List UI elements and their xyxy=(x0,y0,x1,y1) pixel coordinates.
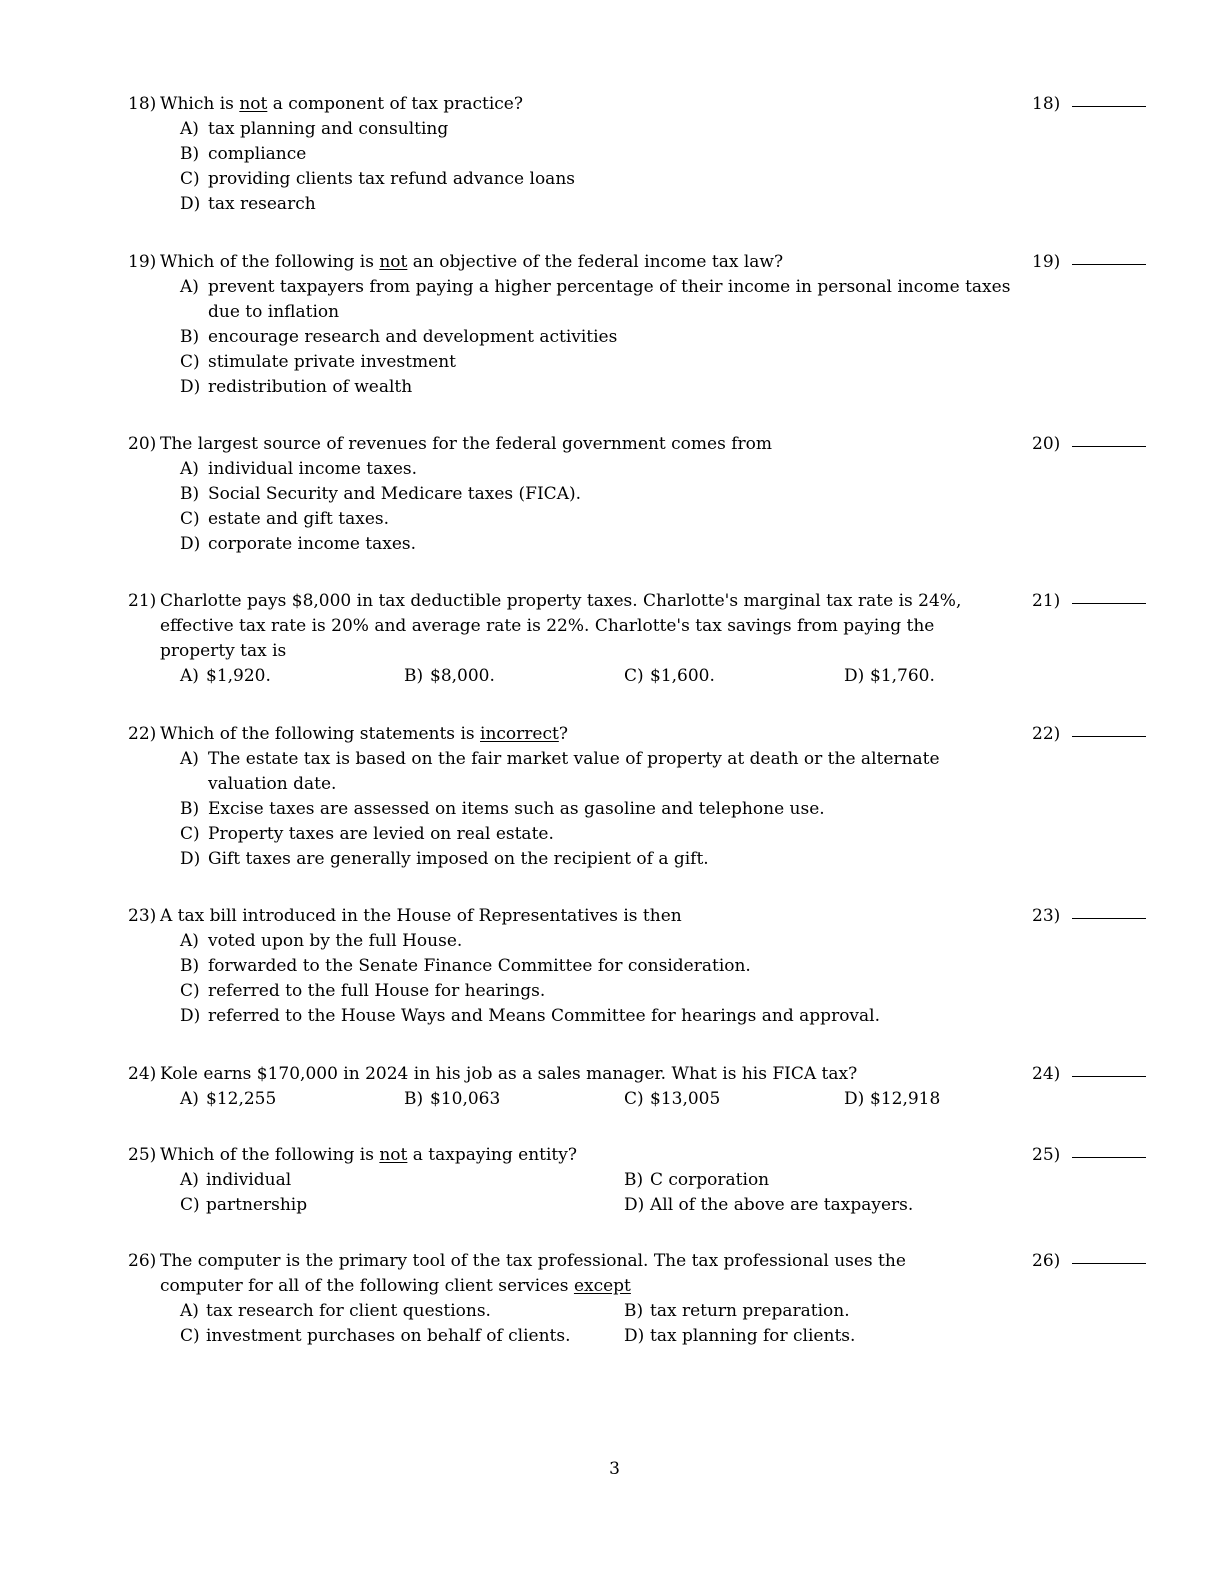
choice-c xyxy=(180,1193,307,1218)
choice-letter: C) xyxy=(180,1195,200,1215)
stem-text: ? xyxy=(558,724,568,744)
choice-text: Excise taxes are assessed on items such as gasoline and telephone use. xyxy=(208,799,825,819)
choices-row xyxy=(128,1299,1188,1324)
choice-letter: D) xyxy=(624,1326,645,1346)
question-number: 26) xyxy=(128,1251,157,1271)
choice-text: compliance xyxy=(208,144,307,164)
choice-letter: B) xyxy=(180,144,200,164)
stem-text: The largest source of revenues for the federal government comes from xyxy=(160,434,772,454)
stem-text: except xyxy=(573,1276,631,1296)
choice-letter: C) xyxy=(180,981,200,1001)
stem-text: Which of the following is xyxy=(160,252,380,272)
choice-a xyxy=(128,747,1020,797)
choice-c xyxy=(128,979,1020,1004)
choices-row xyxy=(128,664,1188,689)
choice-text: redistribution of wealth xyxy=(208,377,413,397)
choice-b xyxy=(128,142,1020,167)
question-number: 19) xyxy=(1032,252,1061,272)
choice-text: $1,600. xyxy=(650,666,715,686)
choice-text: tax research xyxy=(208,194,316,214)
question-number: 22) xyxy=(128,724,157,744)
choice-text: referred to the House Ways and Means Committee for hearings and approval. xyxy=(208,1006,881,1026)
choice-text: forwarded to the Senate Finance Committee for consideration. xyxy=(208,956,751,976)
question-number: 20) xyxy=(1032,434,1061,454)
choice-letter: C) xyxy=(180,509,200,529)
choice-letter: C) xyxy=(624,666,644,686)
choice-text: $1,760. xyxy=(870,666,935,686)
stem-text: Which is xyxy=(160,94,240,114)
question-number: 21) xyxy=(128,591,157,611)
question-stem xyxy=(128,589,990,664)
answer-blank[interactable] xyxy=(1032,589,1146,614)
choice-letter: A) xyxy=(180,459,199,479)
choice-a xyxy=(128,275,1020,325)
choice-text: individual xyxy=(206,1170,292,1190)
choice-letter: D) xyxy=(180,377,201,397)
choice-letter: D) xyxy=(180,849,201,869)
choice-d xyxy=(128,532,1020,557)
choice-text: encourage research and development activities xyxy=(208,327,618,347)
choice-c xyxy=(128,167,1020,192)
stem-text: an objective of the federal income tax law? xyxy=(407,252,784,272)
choice-text: tax research for client questions. xyxy=(206,1301,491,1321)
choice-letter: B) xyxy=(180,327,200,347)
question-stem xyxy=(128,722,990,747)
answer-blank[interactable] xyxy=(1032,432,1146,457)
question-stem xyxy=(128,1062,990,1087)
question-19 xyxy=(128,250,1188,400)
choice-letter: B) xyxy=(404,1089,424,1109)
choice-letter: A) xyxy=(180,666,199,686)
choice-letter: C) xyxy=(180,169,200,189)
question-18 xyxy=(128,92,1188,217)
choice-letter: A) xyxy=(180,931,199,951)
choices-row xyxy=(128,1324,1188,1349)
choice-text: prevent taxpayers from paying a higher percentage of their income in personal income taxes due to inflation xyxy=(208,277,1011,322)
question-22 xyxy=(128,722,1188,872)
stem-text: a component of tax practice? xyxy=(267,94,523,114)
question-stem xyxy=(128,1249,990,1299)
choice-letter: A) xyxy=(180,119,199,139)
choice-b xyxy=(404,1087,500,1112)
choice-d xyxy=(844,664,935,689)
choice-text: $12,255 xyxy=(206,1089,277,1109)
choice-letter: A) xyxy=(180,1170,199,1190)
choice-d xyxy=(128,847,1020,872)
question-number: 23) xyxy=(1032,906,1061,926)
question-number: 18) xyxy=(1032,94,1061,114)
choice-letter: B) xyxy=(180,799,200,819)
choice-a xyxy=(180,1168,291,1193)
question-stem xyxy=(128,1143,990,1168)
choice-text: $8,000. xyxy=(430,666,495,686)
choice-letter: C) xyxy=(180,1326,200,1346)
choice-b xyxy=(128,954,1020,979)
question-number: 22) xyxy=(1032,724,1061,744)
answer-blank[interactable] xyxy=(1032,1062,1146,1087)
choice-text: $1,920. xyxy=(206,666,271,686)
choice-a xyxy=(180,664,271,689)
answer-line[interactable] xyxy=(1072,1249,1146,1264)
choice-letter: D) xyxy=(180,1006,201,1026)
answer-line[interactable] xyxy=(1072,1062,1146,1077)
choice-letter: D) xyxy=(180,194,201,214)
question-number: 26) xyxy=(1032,1251,1061,1271)
question-20 xyxy=(128,432,1188,557)
answer-line[interactable] xyxy=(1072,589,1146,604)
choice-d xyxy=(128,1004,1020,1029)
answer-line[interactable] xyxy=(1072,92,1146,107)
answer-line[interactable] xyxy=(1072,432,1146,447)
choice-c xyxy=(624,664,715,689)
choice-a xyxy=(128,929,1020,954)
choice-text: voted upon by the full House. xyxy=(208,931,463,951)
choice-text: estate and gift taxes. xyxy=(208,509,390,529)
choice-text: All of the above are taxpayers. xyxy=(650,1195,914,1215)
choice-text: Property taxes are levied on real estate. xyxy=(208,824,554,844)
stem-text: a taxpaying entity? xyxy=(407,1145,577,1165)
choice-text: Gift taxes are generally imposed on the recipient of a gift. xyxy=(208,849,709,869)
question-23 xyxy=(128,904,1188,1029)
choice-letter: A) xyxy=(180,277,199,297)
stem-text: not xyxy=(239,94,268,114)
choice-letter: A) xyxy=(180,1089,199,1109)
choice-c xyxy=(180,1324,571,1349)
choice-d xyxy=(844,1087,940,1112)
choices-row xyxy=(128,1087,1188,1112)
question-26 xyxy=(128,1249,1188,1349)
choice-c xyxy=(128,507,1020,532)
choice-text: partnership xyxy=(206,1195,308,1215)
question-number: 25) xyxy=(128,1145,157,1165)
answer-line[interactable] xyxy=(1072,722,1146,737)
choice-letter: C) xyxy=(180,352,200,372)
choice-a xyxy=(180,1299,491,1324)
choice-c xyxy=(128,822,1020,847)
stem-text: not xyxy=(379,252,408,272)
choice-d xyxy=(624,1193,913,1218)
choice-letter: A) xyxy=(180,749,199,769)
choice-text: individual income taxes. xyxy=(208,459,418,479)
question-number: 21) xyxy=(1032,591,1061,611)
answer-blank[interactable] xyxy=(1032,904,1146,929)
choice-letter: D) xyxy=(180,534,201,554)
choice-text: investment purchases on behalf of clients. xyxy=(206,1326,571,1346)
choice-text: tax planning and consulting xyxy=(208,119,449,139)
choice-a xyxy=(180,1087,276,1112)
choice-letter: B) xyxy=(404,666,424,686)
question-number: 24) xyxy=(1032,1064,1061,1084)
choices-row xyxy=(128,1168,1188,1193)
stem-text: Charlotte pays $8,000 in tax deductible property taxes. Charlotte's marginal tax rate is 24%, effective tax rate is 20% and average rate is 22%. Charlotte's tax savings from paying the property tax is xyxy=(160,591,962,661)
choice-letter: C) xyxy=(180,824,200,844)
question-stem xyxy=(128,432,990,457)
choice-letter: B) xyxy=(180,956,200,976)
question-number: 20) xyxy=(128,434,157,454)
stem-text: A tax bill introduced in the House of Representatives is then xyxy=(160,906,682,926)
stem-text: not xyxy=(379,1145,408,1165)
choices-row xyxy=(128,1193,1188,1218)
choice-letter: D) xyxy=(624,1195,645,1215)
question-stem xyxy=(128,904,990,929)
answer-line[interactable] xyxy=(1072,1143,1146,1158)
choice-text: tax return preparation. xyxy=(650,1301,850,1321)
choice-text: Social Security and Medicare taxes (FICA). xyxy=(208,484,582,504)
page-number: 3 xyxy=(609,1459,620,1479)
choice-letter: A) xyxy=(180,1301,199,1321)
choice-b xyxy=(128,482,1020,507)
choice-c xyxy=(128,350,1020,375)
answer-blank[interactable] xyxy=(1032,250,1146,275)
choice-letter: B) xyxy=(180,484,200,504)
choice-letter: B) xyxy=(624,1170,644,1190)
choice-b xyxy=(404,664,495,689)
stem-text: Which of the following is xyxy=(160,1145,380,1165)
choice-a xyxy=(128,457,1020,482)
question-stem xyxy=(128,92,990,117)
question-number: 18) xyxy=(128,94,157,114)
stem-text: Which of the following statements is xyxy=(160,724,481,744)
choice-text: $12,918 xyxy=(870,1089,941,1109)
stem-text: The computer is the primary tool of the tax professional. The tax professional uses the computer for all of the following client services xyxy=(160,1251,906,1296)
choice-b xyxy=(624,1299,850,1324)
choice-letter: D) xyxy=(844,666,865,686)
stem-text: Kole earns $170,000 in 2024 in his job as a sales manager. What is his FICA tax? xyxy=(160,1064,858,1084)
choice-d xyxy=(128,192,1020,217)
question-number: 24) xyxy=(128,1064,157,1084)
choice-d xyxy=(128,375,1020,400)
answer-blank[interactable] xyxy=(1032,1249,1146,1274)
choice-b xyxy=(128,325,1020,350)
choice-letter: D) xyxy=(844,1089,865,1109)
answer-blank[interactable] xyxy=(1032,722,1146,747)
answer-blank[interactable] xyxy=(1032,1143,1146,1168)
choice-text: tax planning for clients. xyxy=(650,1326,856,1346)
answer-line[interactable] xyxy=(1072,250,1146,265)
choice-text: stimulate private investment xyxy=(208,352,456,372)
choice-b xyxy=(128,797,1020,822)
question-number: 23) xyxy=(128,906,157,926)
question-number: 25) xyxy=(1032,1145,1061,1165)
question-25 xyxy=(128,1143,1188,1218)
choice-c xyxy=(624,1087,720,1112)
question-21 xyxy=(128,589,1188,689)
choice-letter: B) xyxy=(624,1301,644,1321)
stem-text: incorrect xyxy=(480,724,559,744)
choice-text: referred to the full House for hearings. xyxy=(208,981,546,1001)
question-number: 19) xyxy=(128,252,157,272)
choice-b xyxy=(624,1168,769,1193)
choice-text: $13,005 xyxy=(650,1089,721,1109)
answer-line[interactable] xyxy=(1072,904,1146,919)
choice-letter: C) xyxy=(624,1089,644,1109)
choice-a xyxy=(128,117,1020,142)
choice-d xyxy=(624,1324,855,1349)
answer-blank[interactable] xyxy=(1032,92,1146,117)
choice-text: C corporation xyxy=(650,1170,770,1190)
choice-text: corporate income taxes. xyxy=(208,534,417,554)
choice-text: providing clients tax refund advance loans xyxy=(208,169,575,189)
choice-text: $10,063 xyxy=(430,1089,501,1109)
choice-text: The estate tax is based on the fair market value of property at death or the alternate valuation date. xyxy=(208,749,940,794)
question-stem xyxy=(128,250,990,275)
question-24 xyxy=(128,1062,1188,1112)
